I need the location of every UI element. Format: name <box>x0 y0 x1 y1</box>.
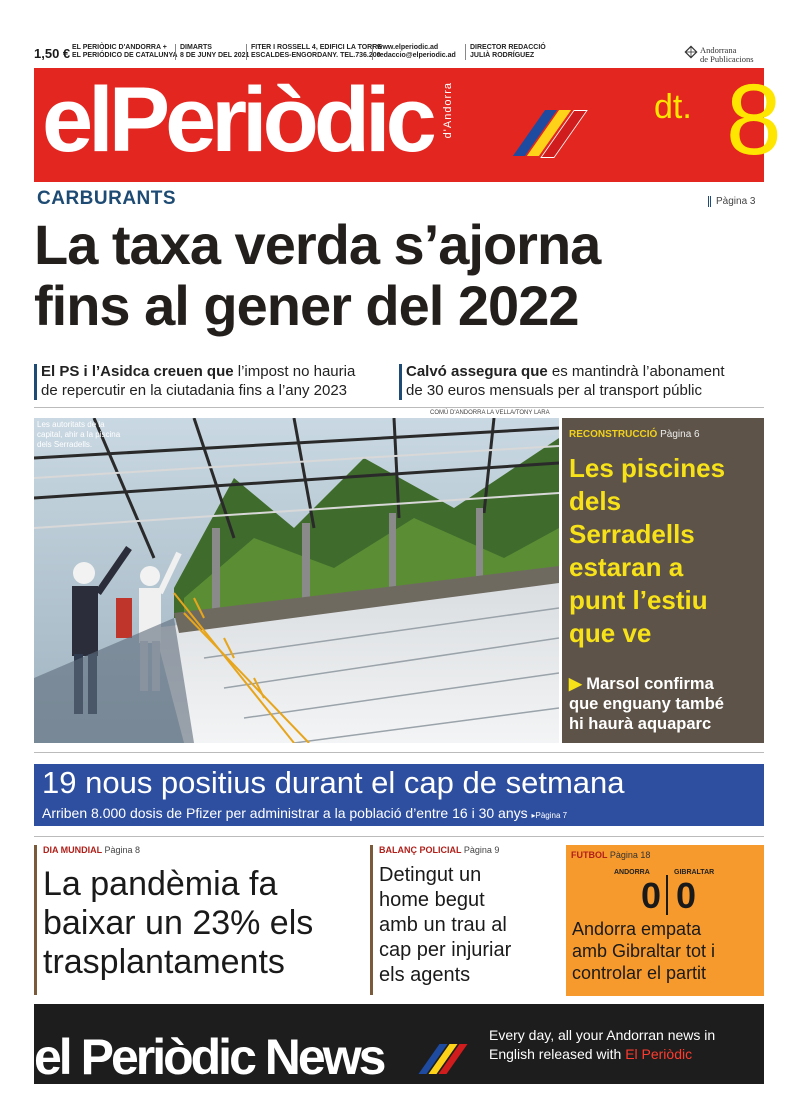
covid-headline: 19 nous positius durant el cap de setmana <box>42 765 625 800</box>
news-tagline: Every day, all your Andorran news in English released with El Periòdic <box>489 1027 716 1062</box>
day-abbr: dt. <box>654 88 692 126</box>
football-kicker: FUTBOL Pàgina 18 <box>571 850 651 860</box>
feature-sub: ▶ Marsol confirma que enguany també hi haurà aquaparc <box>569 675 724 733</box>
lead-sub-2: Calvó assegura que es mantindrà l’abonament de 30 euros mensuals per al transport públic <box>406 362 766 400</box>
football-box[interactable] <box>566 845 764 996</box>
team-home: ANDORRA <box>614 869 650 876</box>
website-link[interactable]: www.elperiodic.ad <box>372 44 456 52</box>
story-dia-mundial[interactable] <box>43 845 353 982</box>
covid-band[interactable] <box>34 764 764 826</box>
masthead-logo[interactable]: elPeriòdic <box>42 69 432 171</box>
photo-credit: COMÚ D'ANDORRA LA VELLA/TONY LARA <box>430 410 550 416</box>
masthead-subtitle: d'Andorra <box>442 82 454 139</box>
news-footer[interactable] <box>34 1004 764 1084</box>
contact-info <box>372 44 456 68</box>
feature-headline: Les piscines dels Serradells estaran a punt l’estiu que ve <box>569 453 726 648</box>
lead-headline[interactable]: La taxa verda s’ajorna fins al gener del 2022 <box>34 213 601 337</box>
price: 1,50 € <box>34 46 71 61</box>
team-away: GIBRALTAR <box>674 869 715 876</box>
masthead <box>34 64 782 182</box>
divider <box>34 407 764 408</box>
story-kicker: DIA MUNDIAL Pàgina 8 <box>43 845 141 855</box>
news-logo: el Periòdic News <box>34 1029 384 1085</box>
date-info: DIMARTS 8 DE JUNY DEL 2021 <box>175 44 249 68</box>
triangle-icon: ▶ <box>569 675 582 693</box>
story-kicker: BALANÇ POLICIAL Pàgina 9 <box>379 845 500 855</box>
pool-photo[interactable] <box>34 418 559 743</box>
diamond-icon <box>684 45 698 59</box>
divider <box>34 836 764 837</box>
covid-sub: Arriben 8.000 dosis de Pfizer per administrar a la població d’entre 16 i 30 anys ▸Pàgina 7 <box>42 805 568 821</box>
publisher-info: EL PERIÒDIC D'ANDORRA + EL PERIÓDICO DE CATALUNYA <box>72 44 178 59</box>
story-headline: Detingut un home begut amb un trau al cap per injuriar els agents <box>379 864 512 986</box>
feature-box[interactable] <box>562 418 764 743</box>
football-headline: Andorra empata amb Gibraltar tot i controlar el partit <box>572 919 716 983</box>
lead-kicker: CARBURANTS <box>37 188 177 209</box>
story-balanc-policial[interactable] <box>379 845 559 988</box>
score-home: 0 <box>641 875 662 916</box>
association-logo <box>684 45 698 64</box>
address-info: FITER I ROSSELL 4, EDIFICI LA TORRE ESCALDES-ENGORDANY. TEL.736.200 <box>246 44 382 68</box>
association-name: Andorrana de Publicacions <box>700 45 754 64</box>
feature-kicker: RECONSTRUCCIÓ Pàgina 6 <box>569 429 700 440</box>
email-link[interactable]: redaccio@elperiodic.ad <box>372 52 456 60</box>
divider <box>34 752 764 753</box>
lead-sub-1: El PS i l’Asidca creuen que l’impost no hauria de repercutir en la ciutadania fins a l’any 2023 <box>41 362 391 400</box>
lead-page-ref[interactable]: Pàgina 3 <box>708 196 755 207</box>
photo-caption: Les autoritats de la capital, ahir a la piscina dels Serradells. <box>37 420 121 449</box>
story-headline: La pandèmia fa baixar un 23% els trasplantaments <box>43 865 314 981</box>
director-info: DIRECTOR REDACCIÓ JULIÀ RODRÍGUEZ <box>465 44 546 68</box>
day-number: 8 <box>726 64 782 176</box>
score-away: 0 <box>676 875 697 916</box>
